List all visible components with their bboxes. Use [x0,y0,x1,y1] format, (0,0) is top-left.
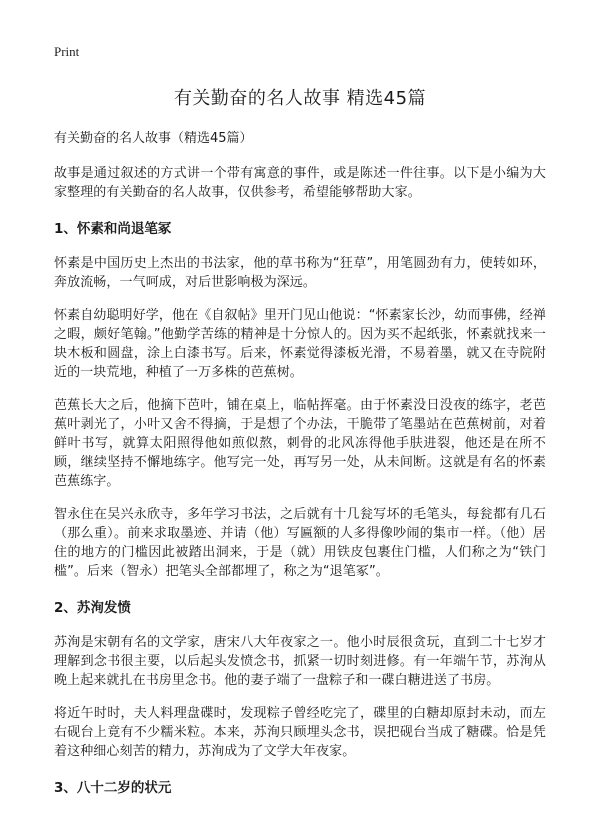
document-title: 有关勤奋的名人故事 精选45篇 [173,88,427,109]
section-1-paragraph-1: 怀素是中国历史上杰出的书法家，他的草书称为“狂草”，用笔圆劲有力，使转如环，奔放流畅，一气呵成，对后世影响极为深远。 [54,256,546,290]
section-1-paragraph-2: 怀素自幼聪明好学，他在《自叙帖》里开门见山他说：“怀素家长沙，幼而事佛，经禅之暇，颇好笔翰。”他勤学苦练的精神是十分惊人的。因为买不起纸张，怀素就找来一块木板和圆盘，涂上白漆书写。后来，怀素觉得漆板光滑，不易着墨，就又在寺院附近的一块荒地，种植了一万多株的芭蕉树。 [54,308,546,380]
section-2-paragraph-1: 苏洵是宋朝有名的文学家，唐宋八大年夜家之一。他小时辰很贪玩，直到二十七岁才理解到念书很主要，以后起头发愤念书，抓紧一切时刻进修。有一年端午节，苏洵从晚上起来就扎在书房里念书。他的妻子端了一盘粽子和一碟白糖进送了书房。 [54,635,546,688]
section-2-paragraph-2: 将近午时时，夫人料理盘碟时，发现粽子曾经吃完了，碟里的白糖却原封未动，而左右砚台上竟有不少糯米粒。本来，苏洵只顾埋头念书，误把砚台当成了糖碟。恰是凭着这种细心刻苦的精力，苏洵成为了文学大年夜家。 [54,706,546,759]
section-1-paragraph-4: 智永住在吴兴永欣寺，多年学习书法，之后就有十几瓮写坏的毛笔头，每瓮都有几石（那么重）。前来求取墨迹、并请（他）写匾额的人多得像吵闹的集市一样。（他）居住的地方的门槛因此被踏出洞来，于是（就）用铁皮包裹住门槛，人们称之为“铁门槛”。后来（智永）把笔头全部都埋了，称之为“退笔冢”。 [54,507,546,579]
section-heading-3: 3、八十二岁的状元 [54,780,172,796]
document-subtitle: 有关勤奋的名人故事（精选45篇） [54,131,253,146]
section-1-paragraph-3: 芭蕉长大之后，他摘下芭叶，铺在桌上，临帖挥毫。由于怀素没日没夜的练字，老芭蕉叶剥光了，小叶又舍不得摘，于是想了个办法，干脆带了笔墨站在芭蕉树前，对着鲜叶书写，就算太阳照得他如煎似熬，刺骨的北风冻得他手肤进裂，他还是在所不顾，继续坚持不懈地练字。他写完一处，再写另一处，从未间断。这就是有名的怀素芭蕉练字。 [54,398,546,489]
print-link[interactable]: Print [54,44,80,59]
section-heading-1: 1、怀素和尚退笔冢 [54,221,172,237]
section-heading-2: 2、苏洵发愤 [54,600,131,616]
intro-paragraph: 故事是通过叙述的方式讲一个带有寓意的事件，或是陈述一件往事。以下是小编为大家整理的有关勤奋的名人故事，仅供参考，希望能够帮助大家。 [54,166,546,200]
